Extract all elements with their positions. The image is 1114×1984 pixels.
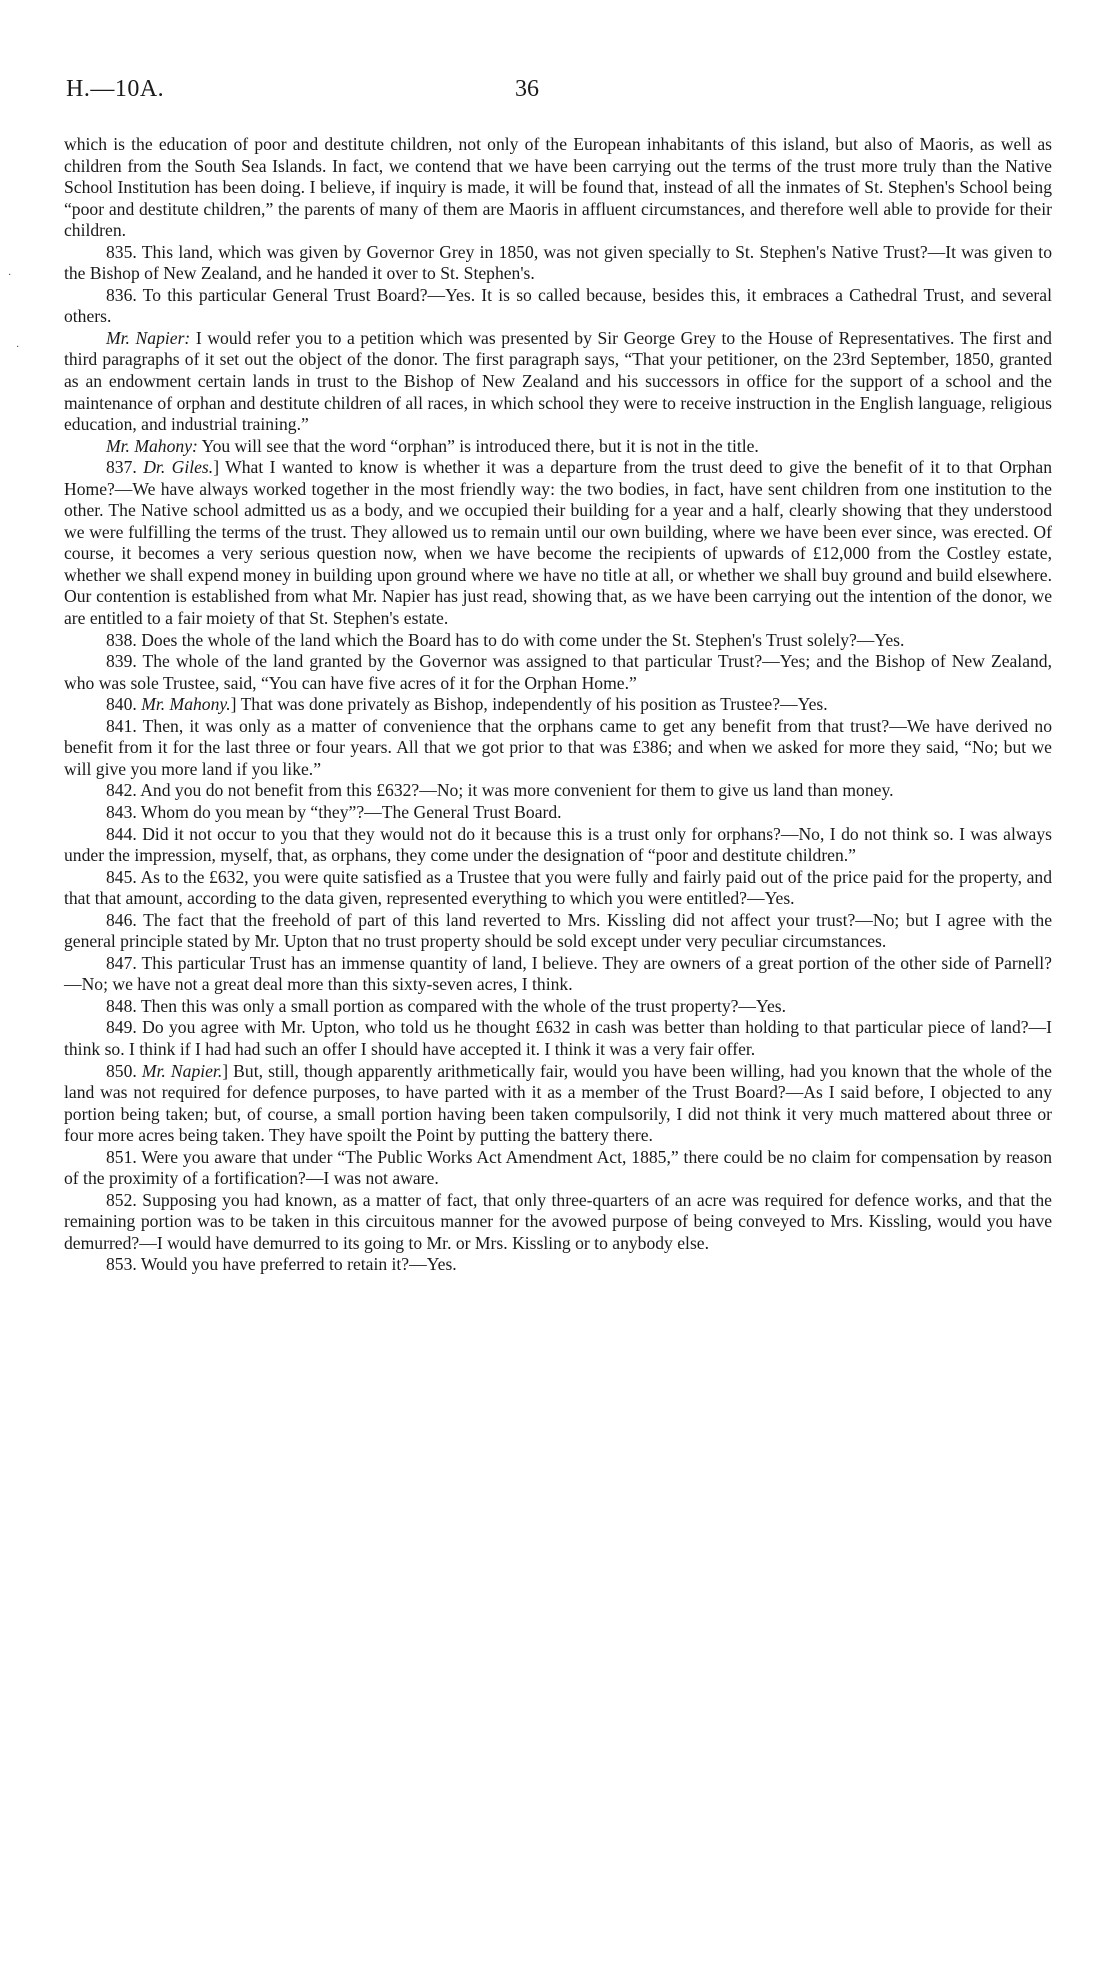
paragraph-text: 835. This land, which was given by Governor Grey in 1850, was not given specially to St. Stephen's Native Trust?—It was given to the Bishop of New Zealand, and he handed it over to St. Stephen's. [64, 241, 1052, 284]
paragraph-text: 838. Does the whole of the land which the Board has to do with come under the St. Stephen's Trust solely?—Yes. [106, 629, 905, 650]
paragraph-continuation [64, 134, 1052, 242]
paragraph-text: ] What I wanted to know is whether it was a departure from the trust deed to give the benefit of it to that Orphan Home?—We have always worked together in the most friendly way: the two bodies, in fact, have sent children from one institution to the other. The Native school admitted us as a body, and we occupied their building for a year and a half, clearly showing that they understood we were fulfilling the terms of the trust. They allowed us to remain until our own building, where we have been ever since, was erected. Of course, it becomes a very serious question now, when we have become the recipients of upwards of £12,000 from the Costley estate, whether we shall expend money in building upon ground where we have no title at all, or whether we shall buy ground and build elsewhere. Our contention is established from what Mr. Napier has just read, showing that, as we have been carrying out the intention of the donor, we are entitled to a fair moiety of that St. Stephen's estate. [64, 457, 1053, 629]
question-852 [64, 1190, 1052, 1255]
question-835 [64, 242, 1052, 285]
paragraph-text: 847. This particular Trust has an immense quantity of land, I believe. They are owners of a great portion of the other side of Parnell?—No; we have not a great deal more than this sixty-seven acres, I think. [64, 952, 1052, 995]
question-853 [64, 1254, 1052, 1276]
question-843 [64, 802, 1052, 824]
paragraph-text: 836. To this particular General Trust Board?—Yes. It is so called because, besides this, it embraces a Cathedral Trust, and several others. [64, 284, 1052, 327]
paragraph-text: 846. The fact that the freehold of part of this land reverted to Mrs. Kissling did not affect your trust?—No; but I agree with the general principle stated by Mr. Upton that no trust property should be sold except under very peculiar circumstances. [64, 909, 1052, 952]
paragraph-text: 848. Then this was only a small portion as compared with the whole of the trust property?—Yes. [106, 995, 787, 1016]
paragraph-text: 839. The whole of the land granted by the Governor was assigned to that particular Trust?—Yes; and the Bishop of New Zealand, who was sole Trustee, said, “You can have five acres of it for the Orphan Home.” [64, 651, 1052, 693]
paragraph-text: 843. Whom do you mean by “they”?—The General Trust Board. [106, 801, 562, 822]
question-number: 840. [106, 694, 142, 715]
question-849 [64, 1017, 1052, 1060]
paragraph-text: You will see that the word “orphan” is introduced there, but it is not in the title. [197, 435, 759, 456]
question-836 [64, 285, 1052, 328]
statement-mahony [64, 436, 1052, 458]
paragraph-text: 845. As to the £632, you were quite satisfied as a Trustee that you were fully and fairly paid out of the price paid for the property, and that that amount, according to the data given, represented everything to which you were entitled?—Yes. [64, 866, 1052, 909]
paragraph-text: 841. Then, it was only as a matter of convenience that the orphans came to get any benefit from that trust?—We have derived no benefit from it for the last three or four years. All that we got prior to that was £386; and when we asked for more they said, “No; but we will give you more land if you like.” [64, 715, 1052, 779]
paragraph-text: 853. Would you have preferred to retain it?—Yes. [106, 1254, 457, 1275]
paragraph-text: 844. Did it not occur to you that they would not do it because this is a trust only for orphans?—No, I do not think so. I was always under the impression, myself, that, as orphans, they come under the designation of “poor and destitute children.” [64, 823, 1052, 866]
speaker-name: Dr. Giles. [143, 457, 214, 478]
question-842 [64, 780, 1052, 802]
speaker-name: Mr. Napier. [141, 1060, 223, 1081]
margin-mark: · [16, 342, 20, 353]
margin-mark: · [8, 270, 12, 281]
paragraph-text: I would refer you to a petition which was presented by Sir George Grey to the House of Representatives. The first and third paragraphs of it set out the object of the donor. The first paragraph says, “That your petitioner, on the 23rd September, 1850, granted as an endowment certain lands in trust to the Bishop of New Zealand and his successors in office for the support of a school and the maintenance of orphan and destitute children of all races, in which school they were to receive instruction in the English language, religious education, and industrial training.” [64, 327, 1052, 435]
question-839 [64, 651, 1052, 694]
speaker-name: Mr. Mahony: [106, 435, 198, 456]
question-number: 837. [106, 457, 144, 478]
paragraph-text: 849. Do you agree with Mr. Upton, who told us he thought £632 in cash was better than holding to that particular piece of land?—I think so. I think if I had had such an offer I should have accepted it. I think it was a very fair offer. [64, 1017, 1052, 1059]
paragraph-text: 852. Supposing you had known, as a matter of fact, that only three-quarters of an acre was required for defence works, and that the remaining portion was to be taken in this circuitous manner for the avowed purpose of being conveyed to Mrs. Kissling, would you have demurred?—I would have demurred to its going to Mr. or Mrs. Kissling or to anybody else. [64, 1189, 1052, 1253]
page-header [66, 76, 1048, 106]
question-841 [64, 716, 1052, 781]
document-code: H.—10A. [66, 76, 165, 102]
question-837 [64, 457, 1052, 629]
question-850 [64, 1061, 1052, 1147]
question-844 [64, 824, 1052, 867]
question-847 [64, 953, 1052, 996]
speaker-name: Mr. Mahony. [141, 694, 231, 715]
paragraph-text: 842. And you do not benefit from this £632?—No; it was more convenient for them to give us land than money. [106, 780, 894, 801]
question-840 [64, 694, 1052, 716]
question-851 [64, 1147, 1052, 1190]
statement-napier [64, 328, 1052, 436]
paragraph-text: which is the education of poor and destitute children, not only of the European inhabitants of this island, but also of Maoris, as well as children from the South Sea Islands. In fact, we contend that we have been carrying out the terms of the trust more truly than the Native School Institution has been doing. I believe, if inquiry is made, it will be found that, instead of all the inmates of St. Stephen's School being “poor and destitute children,” the parents of many of them are Maoris in affluent circumstances, and therefore well able to provide for their children. [64, 134, 1052, 241]
speaker-name: Mr. Napier: [106, 327, 191, 348]
question-838 [64, 630, 1052, 652]
paragraph-text: 851. Were you aware that under “The Public Works Act Amendment Act, 1885,” there could be no claim for compensation by reason of the proximity of a fortification?—I was not aware. [64, 1146, 1052, 1189]
page-number: 36 [515, 76, 539, 102]
question-846 [64, 910, 1052, 953]
paragraph-text: ] That was done privately as Bishop, independently of his position as Trustee?—Yes. [230, 694, 828, 715]
question-848 [64, 996, 1052, 1018]
testimony-text [64, 134, 1052, 1276]
paragraph-text: ] But, still, though apparently arithmetically fair, would you have been willing, had you known that the whole of the land was not required for defence purposes, to have parted with it as a member of the Trust Board?—As I said before, I objected to any portion being taken; but, of course, a small portion having been taken compulsorily, I did not think it very much mattered about three or four more acres being taken. They have spoilt the Point by putting the battery there. [64, 1060, 1052, 1146]
question-number: 850. [106, 1060, 142, 1081]
question-845 [64, 867, 1052, 910]
